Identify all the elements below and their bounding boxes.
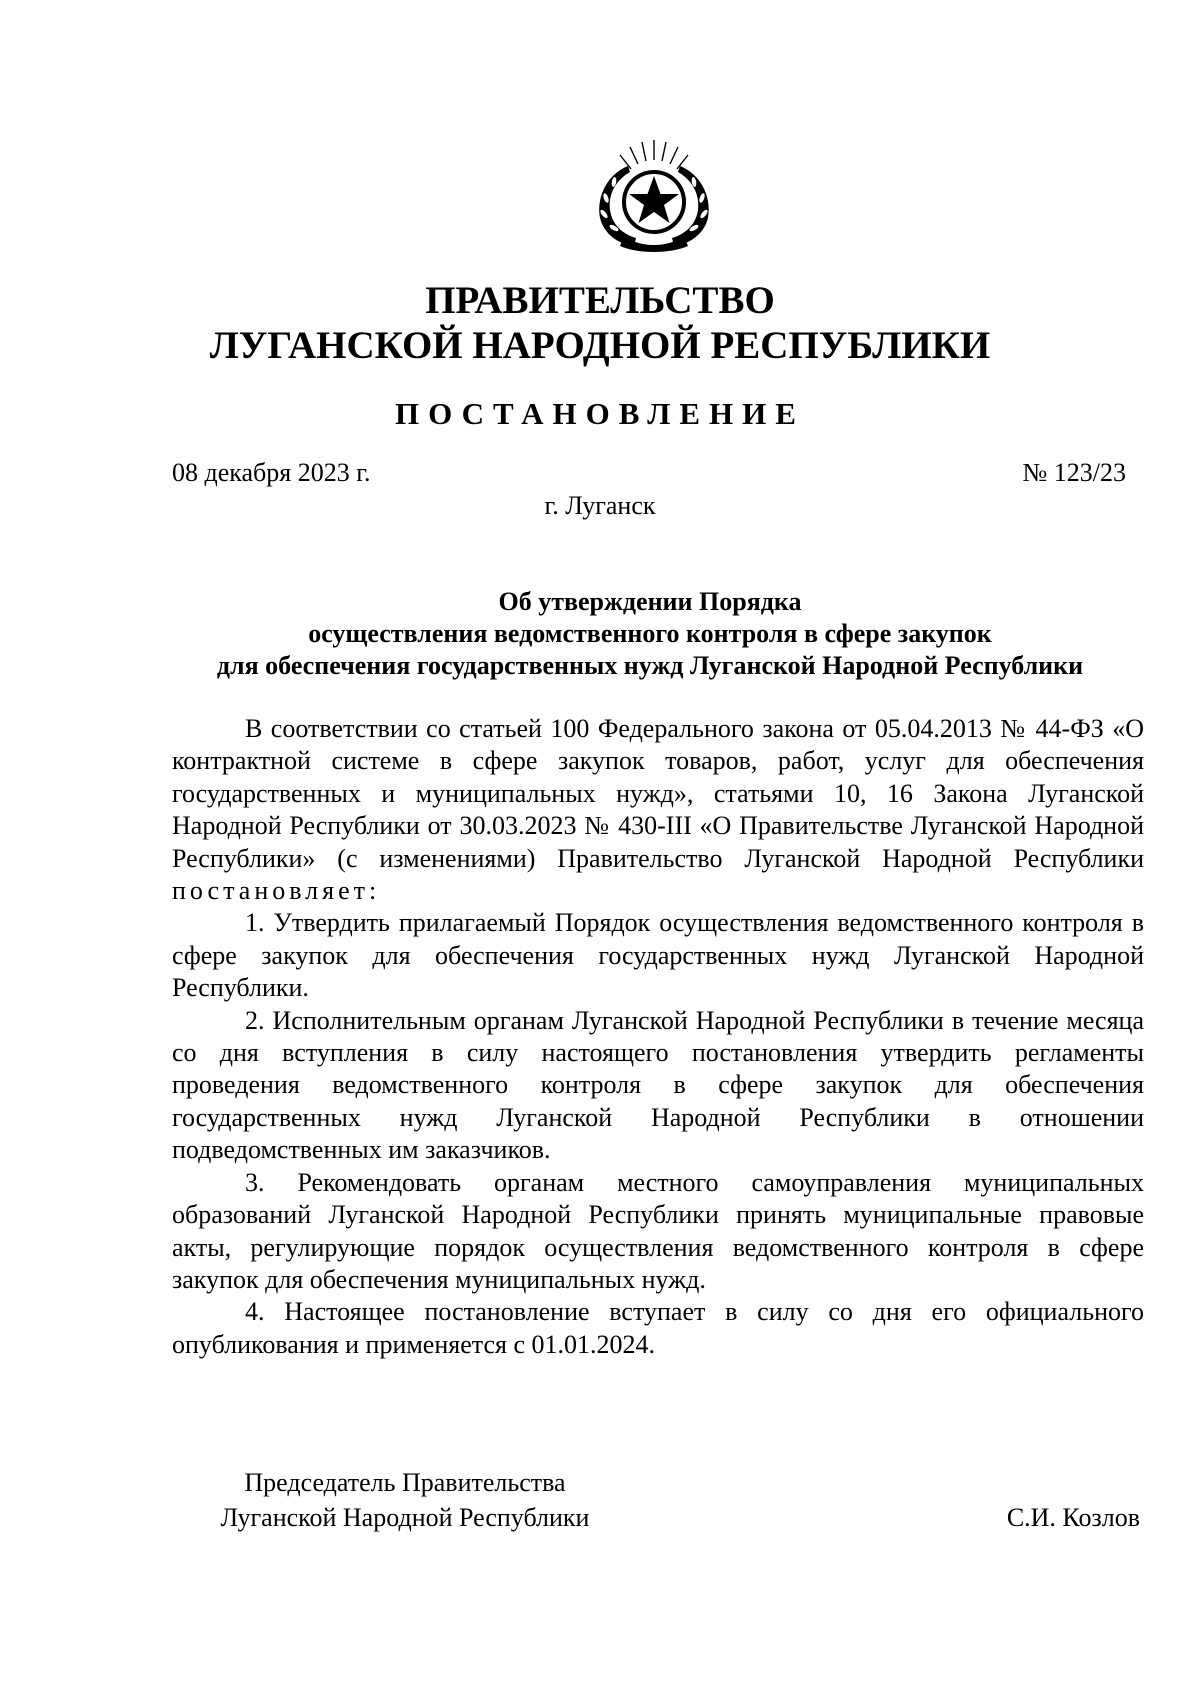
clause-2: 2. Исполнительным органам Луганской Народной Республики в течение месяца со дня вступления в силу настоящего постановления утвердить регламенты проведения ведомственного контроля в сфере закупок для обеспечения государственных нужд Луганской Народной Республики в отношении подведомственных им заказчиков.: [172, 1005, 1144, 1165]
signatory-name: С.И. Козлов: [1006, 1503, 1140, 1532]
clause-3: 3. Рекомендовать органам местного самоуправления муниципальных образований Луганской Народной Республики принять муниципальные правовые акты, регулирующие порядок осуществления ведомственного контроля в сфере закупок для обеспечения муниципальных нужд.: [172, 1167, 1144, 1294]
government-title-line2: ЛУГАНСКОЙ НАРОДНОЙ РЕСПУБЛИКИ: [209, 324, 991, 367]
document-body: [172, 713, 1144, 1361]
signatory-position-line2: Луганской Народной Республики: [220, 1503, 590, 1532]
resolves-word: постановляет:: [172, 876, 381, 906]
clause-1: 1. Утвердить прилагаемый Порядок осуществления ведомственного контроля в сфере закупок для обеспечения государственных нужд Луганской Народной Республики.: [172, 908, 1144, 1003]
subject-line3: для обеспечения государственных нужд Луганской Народной Республики: [216, 651, 1084, 680]
document-number: № 123/23: [1022, 458, 1126, 487]
preamble-text: В соответствии со статьей 100 Федерального закона от 05.04.2013 № 44-ФЗ «О контрактной системе в сфере закупок товаров, работ, услуг для обеспечения государственных и муниципальных нужд», статьями 10, 16 Закона Луганской Народной Республики от 30.03.2023 № 430-III «О Правительстве Луганской Народной Республики» (с изменениями) Правительство Луганской Народной Республики: [172, 714, 1144, 873]
signatory-position: [180, 1465, 630, 1535]
government-title-line1: ПРАВИТЕЛЬСТВО: [425, 279, 775, 322]
signatory-position-line1: Председатель Правительства: [244, 1468, 566, 1497]
document-city: г. Луганск: [544, 491, 656, 520]
preamble-paragraph: [172, 713, 1144, 907]
document-subject: [160, 586, 1140, 682]
subject-line2: осуществления ведомственного контроля в сфере закупок: [308, 619, 992, 648]
subject-line1: Об утверждении Порядка: [498, 587, 802, 616]
state-emblem-icon: [590, 136, 718, 254]
document-type-heading: ПОСТАНОВЛЕНИЕ: [395, 396, 805, 431]
clause-4: 4. Настоящее постановление вступает в силу со дня его официального опубликования и применяется с 01.01.2024.: [172, 1297, 1144, 1359]
document-date: 08 декабря 2023 г.: [172, 458, 371, 487]
